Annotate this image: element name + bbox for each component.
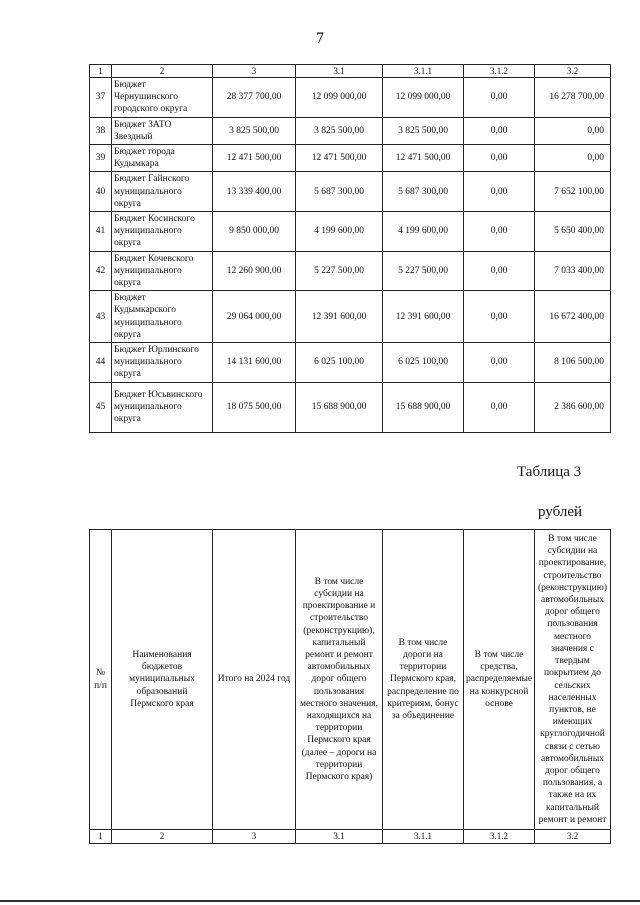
header-cell-number: № п/п (90, 530, 112, 830)
rural-roads-subsidies: 7 652 100,00 (535, 172, 611, 212)
rural-roads-subsidies: 2 386 600,00 (535, 382, 611, 432)
row-number: 40 (90, 172, 112, 212)
total-2024: 3 825 500,00 (213, 117, 296, 144)
budget-name: Бюджет Косинского муниципального округа (112, 212, 213, 252)
column-number: 1 (90, 830, 112, 844)
table-row (90, 78, 611, 118)
table-row (90, 212, 611, 252)
budget-table-header (89, 529, 611, 844)
header-row (90, 530, 611, 830)
competitive-distribution: 0,00 (464, 382, 535, 432)
competitive-distribution: 0,00 (464, 251, 535, 291)
budget-name: Бюджет города Кудымкара (112, 145, 213, 172)
rural-roads-subsidies: 7 033 400,00 (535, 251, 611, 291)
subsidies-total: 5 227 500,00 (296, 251, 383, 291)
row-number: 44 (90, 343, 112, 383)
row-number: 42 (90, 251, 112, 291)
total-2024: 14 131 600,00 (213, 343, 296, 383)
budget-name: Бюджет ЗАТО Звездный (112, 117, 213, 144)
rural-roads-subsidies: 0,00 (535, 117, 611, 144)
column-number: 3.2 (535, 830, 611, 844)
budget-name: Бюджет Юсьвинского муниципального округа (112, 382, 213, 432)
column-number: 3.1.1 (383, 830, 464, 844)
header-cell-total: Итого на 2024 год (213, 530, 296, 830)
total-2024: 12 471 500,00 (213, 145, 296, 172)
header-cell-name: Наименования бюджетов муниципальных образований Пермского края (112, 530, 213, 830)
column-number: 1 (90, 65, 112, 78)
criteria-distribution: 12 471 500,00 (383, 145, 464, 172)
table-row (90, 172, 611, 212)
competitive-distribution: 0,00 (464, 212, 535, 252)
criteria-distribution: 12 099 000,00 (383, 78, 464, 118)
total-2024: 13 339 400,00 (213, 172, 296, 212)
criteria-distribution: 12 391 600,00 (383, 291, 464, 343)
table-row (90, 117, 611, 144)
row-number: 41 (90, 212, 112, 252)
competitive-distribution: 0,00 (464, 145, 535, 172)
column-number-row (90, 65, 611, 78)
criteria-distribution: 6 025 100,00 (383, 343, 464, 383)
rural-roads-subsidies: 16 278 700,00 (535, 78, 611, 118)
subsidies-total: 6 025 100,00 (296, 343, 383, 383)
header-cell-rural-roads: В том числе субсидии на проектирование, строительство (реконструкцию) автомобильных дорог общего пользования местного значения с твердым покрытием до сельских населенных пунктов, не имеющих круглогодичной связи с сетью автомобильных дорог общего пользования, а также на их капитальный ремонт и ремонт (535, 530, 611, 830)
competitive-distribution: 0,00 (464, 172, 535, 212)
header-cell-competitive: В том числе средства, распределяемые на конкурсной основе (464, 530, 535, 830)
total-2024: 18 075 500,00 (213, 382, 296, 432)
rural-roads-subsidies: 0,00 (535, 145, 611, 172)
column-number: 3.1 (296, 830, 383, 844)
row-number: 37 (90, 78, 112, 118)
column-number: 3.1.2 (464, 830, 535, 844)
criteria-distribution: 3 825 500,00 (383, 117, 464, 144)
total-2024: 12 260 900,00 (213, 251, 296, 291)
subsidies-total: 12 471 500,00 (296, 145, 383, 172)
criteria-distribution: 15 688 900,00 (383, 382, 464, 432)
rural-roads-subsidies: 16 672 400,00 (535, 291, 611, 343)
page-number: 7 (316, 30, 324, 47)
column-number: 3.2 (535, 65, 611, 78)
currency-unit: рублей (538, 504, 583, 520)
table-row (90, 343, 611, 383)
total-2024: 9 850 000,00 (213, 212, 296, 252)
subsidies-total: 4 199 600,00 (296, 212, 383, 252)
rural-roads-subsidies: 8 106 500,00 (535, 343, 611, 383)
criteria-distribution: 5 687 300,00 (383, 172, 464, 212)
total-2024: 29 064 000,00 (213, 291, 296, 343)
subsidies-total: 3 825 500,00 (296, 117, 383, 144)
header-cell-criteria: В том числе дороги на территории Пермского края, распределение по критериям, бонус за объединение (383, 530, 464, 830)
competitive-distribution: 0,00 (464, 343, 535, 383)
criteria-distribution: 5 227 500,00 (383, 251, 464, 291)
budget-name: Бюджет Гайнского муниципального округа (112, 172, 213, 212)
row-number: 39 (90, 145, 112, 172)
column-number: 3 (213, 65, 296, 78)
rural-roads-subsidies: 5 650 400,00 (535, 212, 611, 252)
column-number: 3.1 (296, 65, 383, 78)
table-row (90, 251, 611, 291)
budget-name: Бюджет Кочевского муниципального округа (112, 251, 213, 291)
row-number: 38 (90, 117, 112, 144)
subsidies-total: 15 688 900,00 (296, 382, 383, 432)
table-row (90, 291, 611, 343)
competitive-distribution: 0,00 (464, 117, 535, 144)
budget-table-continued (89, 64, 611, 433)
column-number: 2 (112, 65, 213, 78)
budget-name: Бюджет Юрлинского муниципального округа (112, 343, 213, 383)
column-number: 2 (112, 830, 213, 844)
subsidies-total: 12 099 000,00 (296, 78, 383, 118)
table-title: Таблица 3 (517, 464, 582, 480)
column-number-row (90, 830, 611, 844)
subsidies-total: 12 391 600,00 (296, 291, 383, 343)
competitive-distribution: 0,00 (464, 291, 535, 343)
table-row (90, 382, 611, 432)
column-number: 3 (213, 830, 296, 844)
budget-name: Бюджет Чернушинского городского округа (112, 78, 213, 118)
competitive-distribution: 0,00 (464, 78, 535, 118)
column-number: 3.1.2 (464, 65, 535, 78)
row-number: 43 (90, 291, 112, 343)
row-number: 45 (90, 382, 112, 432)
column-number: 3.1.1 (383, 65, 464, 78)
page-bottom-edge (0, 900, 640, 902)
table-row (90, 145, 611, 172)
subsidies-total: 5 687 300,00 (296, 172, 383, 212)
criteria-distribution: 4 199 600,00 (383, 212, 464, 252)
header-cell-subsidies: В том числе субсидии на проектирование и строительство (реконструкцию), капитальный ремонт и ремонт автомобильных дорог общего пользования местного значения, находящихся на территории Пермского края (далее – дороги на территории Пермского края) (296, 530, 383, 830)
total-2024: 28 377 700,00 (213, 78, 296, 118)
budget-name: Бюджет Кудымкарского муниципального округа (112, 291, 213, 343)
